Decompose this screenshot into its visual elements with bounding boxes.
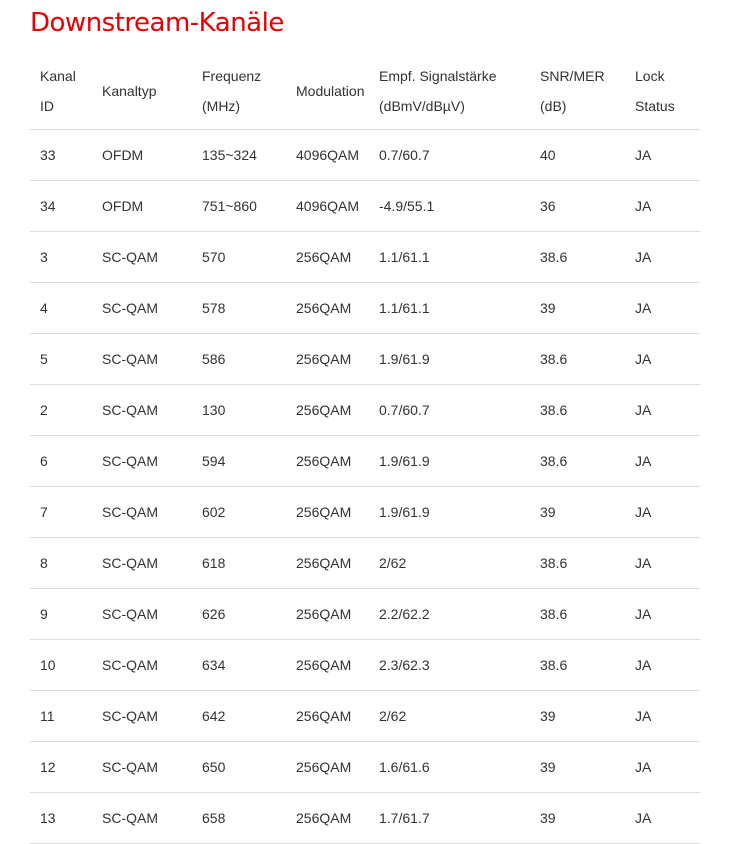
header-frequenz [192,52,286,130]
cell-kanal-id: 12 [30,742,92,793]
cell-modulation: 256QAM [286,640,369,691]
cell-kanal-id: 5 [30,334,92,385]
cell-modulation: 256QAM [286,283,369,334]
cell-snr-mer: 38.6 [530,385,625,436]
cell-frequenz: 586 [192,334,286,385]
header-kanaltyp-line: Kanaltyp [102,82,157,99]
cell-kanaltyp: SC-QAM [92,385,192,436]
cell-kanal-id: 34 [30,181,92,232]
cell-kanaltyp: SC-QAM [92,589,192,640]
cell-signalstaerke: 1.9/61.9 [369,334,530,385]
cell-lock-status: JA [625,385,700,436]
table-row [30,793,700,844]
cell-frequenz: 594 [192,436,286,487]
cell-modulation: 4096QAM [286,181,369,232]
cell-kanaltyp: SC-QAM [92,691,192,742]
cell-modulation: 256QAM [286,334,369,385]
table-row [30,640,700,691]
header-snr-mer [530,52,625,130]
cell-kanal-id: 33 [30,130,92,181]
cell-snr-mer: 39 [530,487,625,538]
cell-signalstaerke: -4.9/55.1 [369,181,530,232]
cell-signalstaerke: 2/62 [369,538,530,589]
cell-frequenz: 578 [192,283,286,334]
cell-kanal-id: 10 [30,640,92,691]
cell-frequenz: 658 [192,793,286,844]
cell-frequenz: 618 [192,538,286,589]
cell-kanal-id: 13 [30,793,92,844]
header-kanal-id-line: ID [40,97,54,114]
table-row [30,742,700,793]
cell-modulation: 256QAM [286,487,369,538]
cell-modulation: 4096QAM [286,130,369,181]
header-modulation [286,52,369,130]
cell-signalstaerke: 2/62 [369,691,530,742]
cell-lock-status: JA [625,130,700,181]
cell-modulation: 256QAM [286,232,369,283]
header-lock-status [625,52,700,130]
header-signalstaerke-line: Empf. Signalstärke [379,67,497,84]
cell-signalstaerke: 2.3/62.3 [369,640,530,691]
cell-modulation: 256QAM [286,538,369,589]
cell-kanaltyp: SC-QAM [92,334,192,385]
header-kanal-id [30,52,92,130]
cell-snr-mer: 39 [530,283,625,334]
table-body [30,130,700,844]
cell-kanal-id: 7 [30,487,92,538]
cell-modulation: 256QAM [286,691,369,742]
cell-snr-mer: 38.6 [530,334,625,385]
header-lock-status-line: Lock [635,67,665,84]
downstream-channel-table [30,52,700,844]
cell-signalstaerke: 1.9/61.9 [369,487,530,538]
header-signalstaerke [369,52,530,130]
cell-kanal-id: 4 [30,283,92,334]
cell-lock-status: JA [625,691,700,742]
table-row [30,181,700,232]
cell-modulation: 256QAM [286,436,369,487]
cell-snr-mer: 38.6 [530,640,625,691]
cell-kanaltyp: SC-QAM [92,232,192,283]
cell-frequenz: 130 [192,385,286,436]
header-kanal-id-line: Kanal [40,67,76,84]
cell-signalstaerke: 0.7/60.7 [369,385,530,436]
cell-kanaltyp: SC-QAM [92,436,192,487]
cell-frequenz: 650 [192,742,286,793]
cell-frequenz: 751~860 [192,181,286,232]
cell-signalstaerke: 1.7/61.7 [369,793,530,844]
cell-kanal-id: 6 [30,436,92,487]
downstream-channel-table-container [30,52,700,844]
header-signalstaerke-line: (dBmV/dBµV) [379,97,465,114]
page-title: Downstream-Kanäle [30,8,284,38]
table-row [30,487,700,538]
table-row [30,130,700,181]
table-row [30,691,700,742]
cell-lock-status: JA [625,487,700,538]
cell-lock-status: JA [625,181,700,232]
cell-snr-mer: 38.6 [530,436,625,487]
cell-lock-status: JA [625,232,700,283]
header-kanaltyp [92,52,192,130]
cell-modulation: 256QAM [286,793,369,844]
cell-lock-status: JA [625,436,700,487]
cell-snr-mer: 39 [530,742,625,793]
cell-frequenz: 135~324 [192,130,286,181]
cell-signalstaerke: 1.1/61.1 [369,283,530,334]
cell-lock-status: JA [625,640,700,691]
header-snr-mer-line: SNR/MER [540,67,605,84]
cell-kanaltyp: OFDM [92,181,192,232]
cell-kanaltyp: SC-QAM [92,487,192,538]
cell-snr-mer: 38.6 [530,538,625,589]
cell-kanaltyp: SC-QAM [92,283,192,334]
cell-kanaltyp: SC-QAM [92,793,192,844]
cell-kanaltyp: SC-QAM [92,640,192,691]
cell-snr-mer: 38.6 [530,232,625,283]
cell-lock-status: JA [625,793,700,844]
table-row [30,334,700,385]
cell-frequenz: 642 [192,691,286,742]
cell-kanal-id: 8 [30,538,92,589]
cell-signalstaerke: 2.2/62.2 [369,589,530,640]
cell-kanal-id: 9 [30,589,92,640]
table-row [30,232,700,283]
cell-lock-status: JA [625,334,700,385]
cell-kanal-id: 2 [30,385,92,436]
header-snr-mer-line: (dB) [540,97,567,114]
cell-kanaltyp: OFDM [92,130,192,181]
cell-signalstaerke: 1.6/61.6 [369,742,530,793]
cell-signalstaerke: 0.7/60.7 [369,130,530,181]
cell-frequenz: 602 [192,487,286,538]
cell-modulation: 256QAM [286,589,369,640]
cell-snr-mer: 36 [530,181,625,232]
cell-signalstaerke: 1.9/61.9 [369,436,530,487]
cell-kanal-id: 3 [30,232,92,283]
header-modulation-line: Modulation [296,82,365,99]
cell-lock-status: JA [625,589,700,640]
header-lock-status-line: Status [635,97,675,114]
cell-frequenz: 626 [192,589,286,640]
table-header-row [30,52,700,130]
cell-frequenz: 634 [192,640,286,691]
cell-snr-mer: 39 [530,691,625,742]
cell-modulation: 256QAM [286,742,369,793]
table-row [30,589,700,640]
table-row [30,283,700,334]
cell-kanal-id: 11 [30,691,92,742]
table-row [30,436,700,487]
table-row [30,385,700,436]
cell-snr-mer: 39 [530,793,625,844]
cell-lock-status: JA [625,283,700,334]
cell-frequenz: 570 [192,232,286,283]
header-frequenz-line: Frequenz [202,67,262,84]
cell-snr-mer: 40 [530,130,625,181]
table-row [30,538,700,589]
cell-signalstaerke: 1.1/61.1 [369,232,530,283]
cell-snr-mer: 38.6 [530,589,625,640]
cell-kanaltyp: SC-QAM [92,742,192,793]
header-frequenz-line: (MHz) [202,97,241,114]
cell-modulation: 256QAM [286,385,369,436]
cell-kanaltyp: SC-QAM [92,538,192,589]
cell-lock-status: JA [625,538,700,589]
cell-lock-status: JA [625,742,700,793]
